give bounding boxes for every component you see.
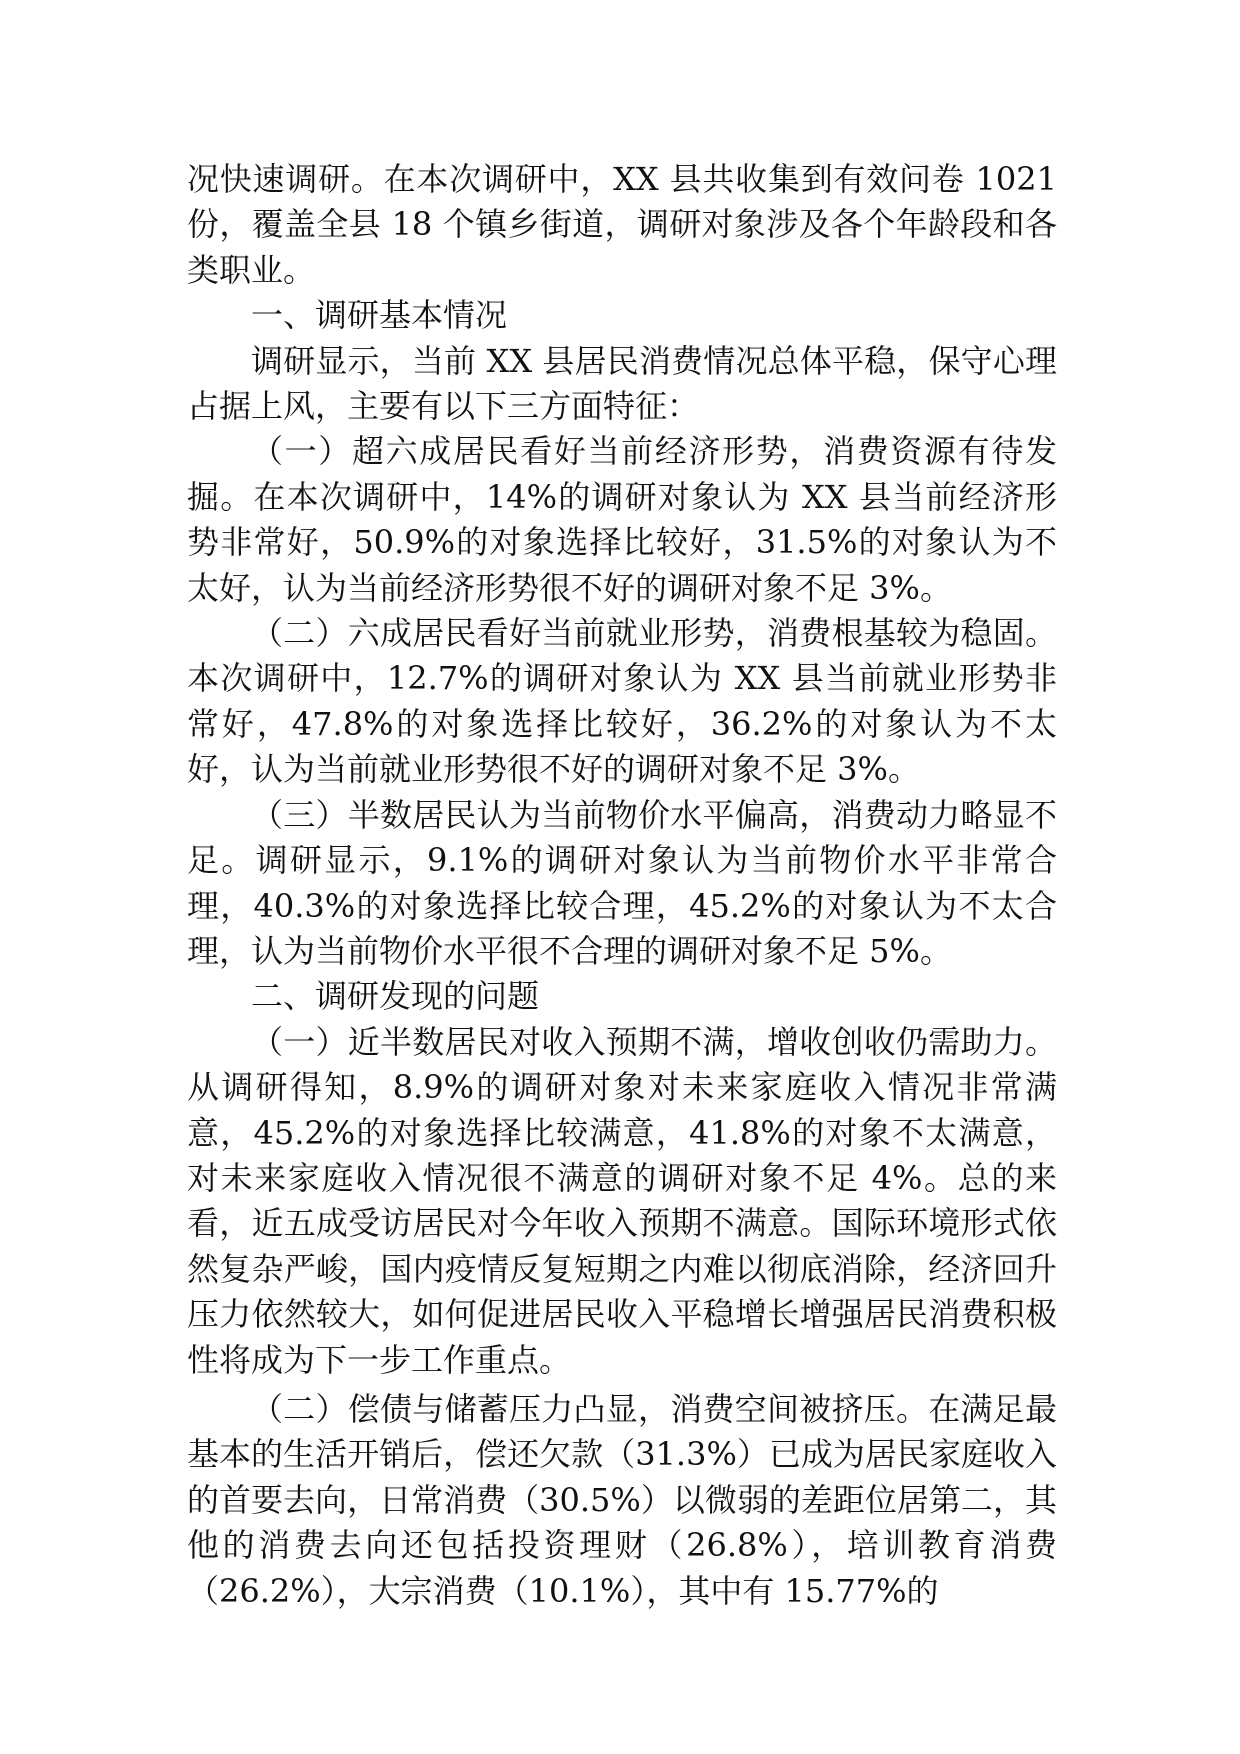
paragraph-economic-outlook: （一）超六成居民看好当前经济形势，消费资源有待发掘。在本次调研中，14%的调研对象认为 XX 县当前经济形势非常好，50.9%的对象选择比较好，31.5%的对象认为不太好，认为当前经济形势很不好的调研对象不足 3%。: [187, 432, 1057, 607]
document-body: [187, 157, 1057, 1614]
paragraph-price-level: （三）半数居民认为当前物价水平偏高，消费动力略显不足。调研显示，9.1%的调研对象认为当前物价水平非常合理，40.3%的对象选择比较合理，45.2%的对象认为不太合理，认为当前物价水平很不合理的调研对象不足 5%。: [187, 795, 1057, 970]
section-heading-2: 二、调研发现的问题: [251, 977, 540, 1016]
paragraph-income-expectation: （一）近半数居民对收入预期不满，增收创收仍需助力。从调研得知，8.9%的调研对象对未来家庭收入情况非常满意，45.2%的对象选择比较满意，41.8%的对象不太满意，对未来家庭收入情况很不满意的调研对象不足 4%。总的来看，近五成受访居民对今年收入预期不满意。国际环境形式依然复杂严峻，国内疫情反复短期之内难以彻底消除，经济回升压力依然较大，如何促进居民收入平稳增长增强居民消费积极性将成为下一步工作重点。: [187, 1022, 1057, 1379]
paragraph-employment-outlook: （二）六成居民看好当前就业形势，消费根基较为稳固。本次调研中，12.7%的调研对象认为 XX 县当前就业形势非常好，47.8%的对象选择比较好，36.2%的对象认为不太好，认为当前就业形势很不好的调研对象不足 3%。: [187, 614, 1057, 789]
section-heading-1: 一、调研基本情况: [251, 296, 508, 335]
paragraph-intro-continuation: 况快速调研。在本次调研中，XX 县共收集到有效问卷 1021 份，覆盖全县 18 个镇乡街道，调研对象涉及各个年龄段和各类职业。: [187, 160, 1057, 289]
paragraph-survey-summary: 调研显示，当前 XX 县居民消费情况总体平稳，保守心理占据上风，主要有以下三方面特征：: [187, 341, 1057, 426]
paragraph-debt-savings: （二）偿债与储蓄压力凸显，消费空间被挤压。在满足最基本的生活开销后，偿还欠款（31.3%）已成为居民家庭收入的首要去向，日常消费（30.5%）以微弱的差距位居第二，其他的消费去向还包括投资理财（26.8%），培训教育消费（26.2%），大宗消费（10.1%），其中有 15.77%的: [187, 1389, 1057, 1610]
